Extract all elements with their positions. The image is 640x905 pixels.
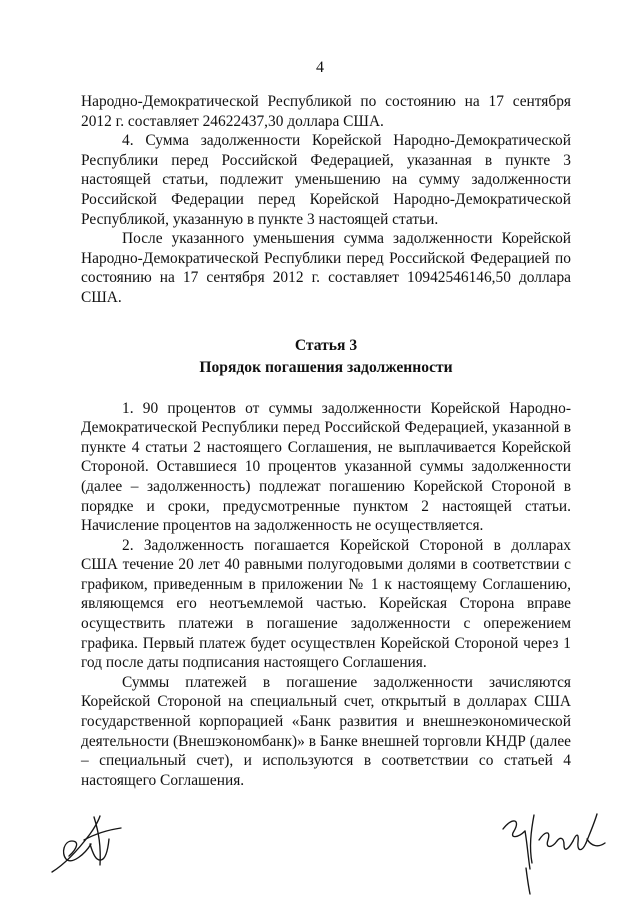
document-body xyxy=(81,92,571,790)
right-handwritten-signature xyxy=(494,807,614,899)
article-title: Порядок погашения задолженности xyxy=(199,358,453,376)
clause-2-paragraph: 2. Задолженность погашается Корейской Стороной в долларах США течение 20 лет 40 равными полугодовыми долями в соответствии с графиком, приведенным в приложении № 1 к настоящему Соглашению, являющемся его неотъемлемой частью. Корейская Сторона вправе осуществить платежи в погашение задолженности с опережением графика. Первый платеж будет осуществлен Корейской Стороной через 1 год после даты подписания настоящего Соглашения. xyxy=(81,536,571,672)
article-number: Статья 3 xyxy=(294,336,358,354)
clause-4-paragraph: 4. Сумма задолженности Корейской Народно-Демократической Республики перед Российской Федерацией, указанная в пункте 3 настоящей статьи, подлежит уменьшению на сумму задолженности Российской Федерации перед Корейской Народно-Демократической Республикой, указанную в пункте 3 настоящей статьи. xyxy=(81,132,571,228)
left-handwritten-signature xyxy=(48,810,126,880)
payment-account-paragraph: Суммы платежей в погашение задолженности зачисляются Корейской Стороной на специальный счет, открытый в долларах США государственной корпорацией «Банк развития и внешнеэкономической деятельности (Внешэкономбанк)» в Банке внешней торговли КНДР (далее – специальный счет), и используются в соответствии со статьей 4 настоящего Соглашения. xyxy=(81,673,571,789)
clause-1-paragraph: 1. 90 процентов от суммы задолженности Корейской Народно-Демократической Республики перед Российской Федерацией, указанной в пункте 4 статьи 2 настоящего Соглашения, не выплачивается Корейской Стороной. Оставшиеся 10 процентов указанной суммы задолженности (далее – задолженность) подлежат погашению Корейской Стороной в порядке и сроки, предусмотренные пунктом 2 настоящей статьи. Начисление процентов на задолженность не осуществляется. xyxy=(81,399,571,535)
page-number: 4 xyxy=(316,59,324,76)
reduced-debt-paragraph: После указанного уменьшения сумма задолженности Корейской Народно-Демократической Республики перед Российской Федерацией по состоянию на 17 сентября 2012 г. составляет 10942546146,50 доллара США. xyxy=(81,230,571,306)
debt-amount-paragraph: Народно-Демократической Республикой по состоянию на 17 сентября 2012 г. составляет 24622437,30 доллара США. xyxy=(81,93,571,130)
article-heading xyxy=(81,336,571,378)
